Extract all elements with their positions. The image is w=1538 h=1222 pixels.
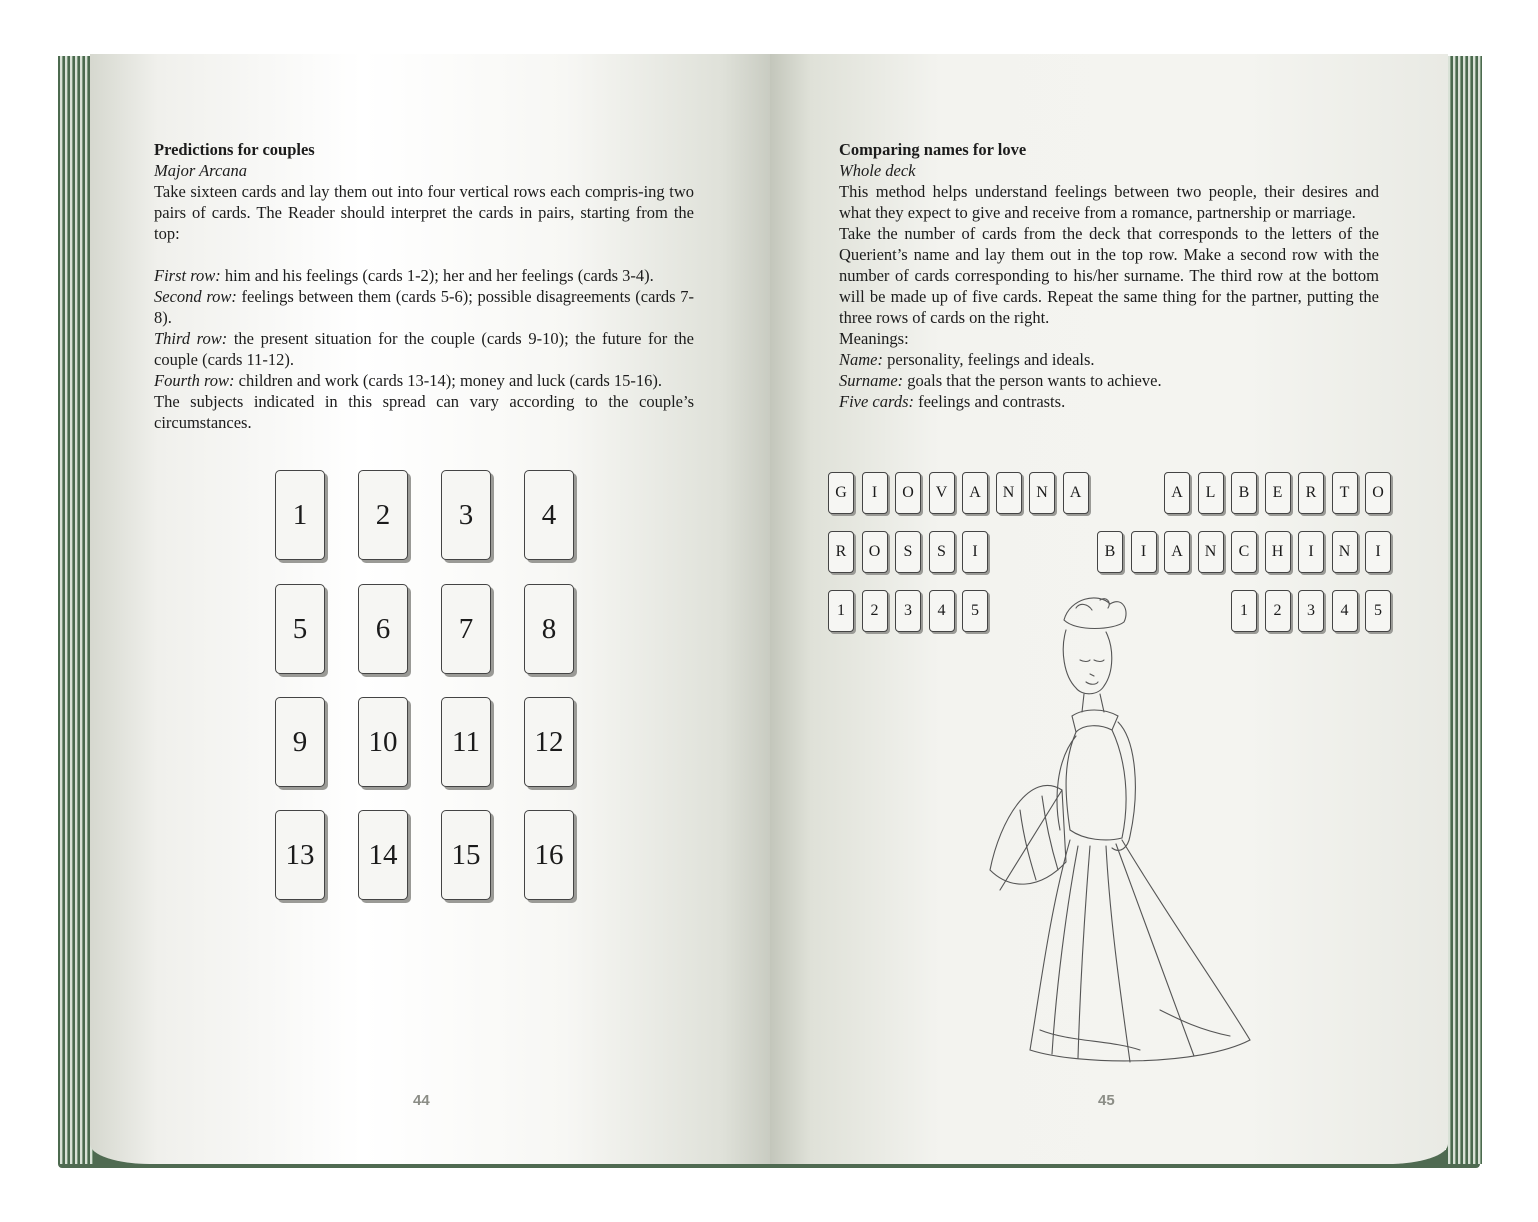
letter-card: C (1231, 531, 1257, 573)
letter-card: 4 (929, 590, 955, 632)
letter-card: R (1298, 472, 1324, 514)
letter-card: N (1198, 531, 1224, 573)
letter-card: H (1265, 531, 1291, 573)
letter-card: A (1164, 531, 1190, 573)
letter-card: A (962, 472, 988, 514)
row-description-4: Fourth row: children and work (cards 13-14); money and luck (cards 15-16). (154, 371, 663, 390)
right-page-para-1: This method helps understand feelings between two people, their desires and what they expect to give and receive from a romance, partnership or marriage. (839, 182, 1379, 222)
letter-card: 2 (1265, 590, 1291, 632)
spread-card: 7 (441, 584, 491, 674)
spread-card: 1 (275, 470, 325, 560)
victorian-woman-illustration (980, 590, 1280, 1070)
letter-card: 5 (1365, 590, 1391, 632)
letter-card: 1 (1231, 590, 1257, 632)
spread-card: 3 (441, 470, 491, 560)
right-page-edges (1446, 56, 1482, 1164)
meaning-surname: Surname: goals that the person wants to achieve. (839, 371, 1162, 390)
spread-card: 5 (275, 584, 325, 674)
letter-card: O (862, 531, 888, 573)
left-page-subtitle: Major Arcana (154, 161, 248, 180)
spread-card: 12 (524, 697, 574, 787)
letter-card: B (1231, 472, 1257, 514)
letter-card: I (1365, 531, 1391, 573)
spread-card: 15 (441, 810, 491, 900)
spread-card: 16 (524, 810, 574, 900)
letter-card: 3 (1298, 590, 1324, 632)
row-description-1: First row: him and his feelings (cards 1-2); her and her feelings (cards 3-4). (154, 266, 654, 285)
letter-card: 4 (1332, 590, 1358, 632)
row-description-3: Third row: the present situation for the couple (cards 9-10); the future for the couple (cards 11-12). (154, 329, 694, 369)
right-page-title: Comparing names for love (839, 140, 1027, 159)
left-page-text (154, 139, 694, 433)
meanings-label: Meanings: (839, 329, 909, 348)
letter-card: I (862, 472, 888, 514)
letter-card: G (828, 472, 854, 514)
meaning-name: Name: personality, feelings and ideals. (839, 350, 1095, 369)
letter-card: 2 (862, 590, 888, 632)
spread-card: 4 (524, 470, 574, 560)
letter-card: E (1265, 472, 1291, 514)
right-page-text (839, 139, 1379, 412)
letter-card: A (1164, 472, 1190, 514)
letter-card: I (1298, 531, 1324, 573)
spread-card: 14 (358, 810, 408, 900)
spread-card: 2 (358, 470, 408, 560)
letter-card: N (1029, 472, 1055, 514)
letter-card: I (1131, 531, 1157, 573)
letter-card: 1 (828, 590, 854, 632)
left-page-intro: Take sixteen cards and lay them out into four vertical rows each compris-ing two pairs of cards. The Reader should interpret the cards in pairs, starting from the top: (154, 182, 694, 243)
right-page-para-2: Take the number of cards from the deck that corresponds to the letters of the Querient’s name and lay them out in the top row. Make a second row with the number of cards corresponding to his/her surname. The third row at the bottom will be made up of five cards. Repeat the same thing for the partner, putting the three rows of cards on the right. (839, 224, 1379, 327)
letter-card: S (895, 531, 921, 573)
letter-card: O (1365, 472, 1391, 514)
meaning-five-cards: Five cards: feelings and contrasts. (839, 392, 1066, 411)
spread-card: 9 (275, 697, 325, 787)
letter-card: V (929, 472, 955, 514)
left-page-number: 44 (413, 1092, 430, 1109)
letter-card: S (929, 531, 955, 573)
letter-card: A (1063, 472, 1089, 514)
letter-card: N (1332, 531, 1358, 573)
letter-card: R (828, 531, 854, 573)
left-page-title: Predictions for couples (154, 140, 315, 159)
letter-card: T (1332, 472, 1358, 514)
letter-card: I (962, 531, 988, 573)
left-page-closing: The subjects indicated in this spread can vary according to the couple’s circumstances. (154, 392, 694, 432)
right-page-number: 45 (1098, 1092, 1115, 1109)
spread-card: 10 (358, 697, 408, 787)
letter-card: 3 (895, 590, 921, 632)
letter-card: O (895, 472, 921, 514)
right-page-subtitle: Whole deck (839, 161, 916, 180)
row-description-2: Second row: feelings between them (cards 5-6); possible disagreements (cards 7-8). (154, 287, 694, 327)
letter-card: L (1198, 472, 1224, 514)
letter-card: B (1097, 531, 1123, 573)
spread-card: 8 (524, 584, 574, 674)
spread-card: 13 (275, 810, 325, 900)
left-page-edges (58, 56, 94, 1164)
letter-card: N (996, 472, 1022, 514)
letter-card: 5 (962, 590, 988, 632)
spread-card: 11 (441, 697, 491, 787)
spread-card: 6 (358, 584, 408, 674)
